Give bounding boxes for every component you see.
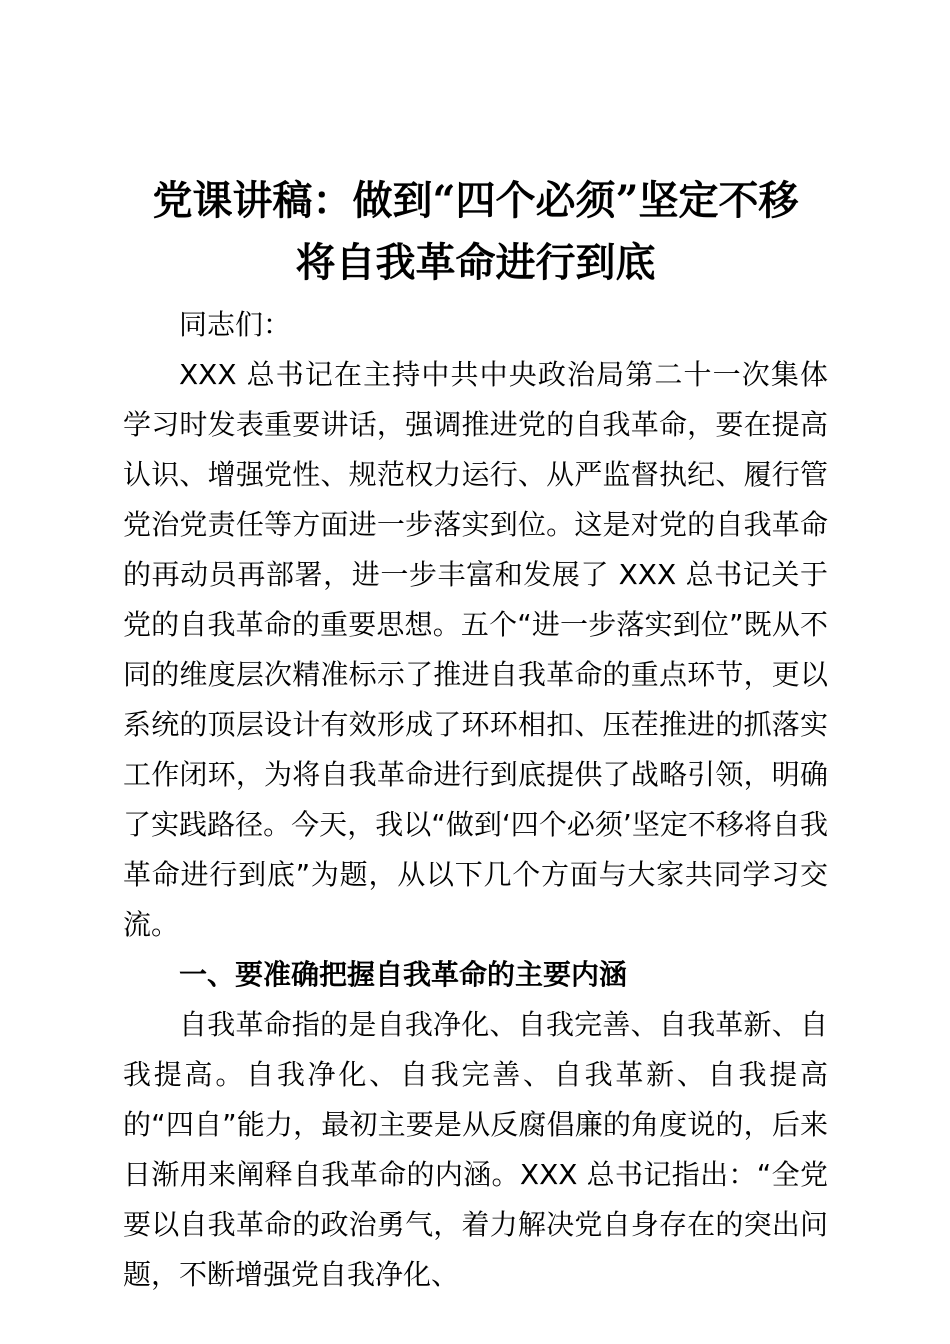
paragraph: 自我革命指的是自我净化、自我完善、自我革新、自我提高。自我净化、自我完善、自我革新、自我提高的“四自”能力，最初主要是从反腐倡廉的角度说的，后来日渐用来阐释自我革命的内涵。XXX 总书记指出：“全党要以自我革命的政治勇气，着力解决党自身存在的突出问题，不断增强党自我净化、 — [123, 1008, 828, 1291]
document-body — [123, 300, 828, 1300]
document-title — [123, 170, 828, 294]
paragraph: XXX 总书记在主持中共中央政治局第二十一次集体学习时发表重要讲话，强调推进党的自我革命，要在提高认识、增强党性、规范权力运行、从严监督执纪、履行管党治党责任等方面进一步落实到位。这是对党的自我革命的再动员再部署，进一步丰富和发展了 XXX 总书记关于党的自我革命的重要思想。五个“进一步落实到位”既从不同的维度层次精准标示了推进自我革命的重点环节，更以系统的顶层设计有效形成了环环相扣、压茬推进的抓落实工作闭环，为将自我革命进行到底提供了战略引领，明确了实践路径。今天，我以“做到‘四个必须’坚定不移将自我革命进行到底”为题，从以下几个方面与大家共同学习交流。 — [123, 358, 828, 941]
title-line-2: 将自我革命进行到底 — [295, 239, 656, 286]
title-line-1: 党课讲稿：做到“四个必须”坚定不移 — [152, 177, 799, 224]
section-heading: 一、要准确把握自我革命的主要内涵 — [179, 958, 628, 991]
paragraph: 同志们： — [179, 308, 292, 341]
